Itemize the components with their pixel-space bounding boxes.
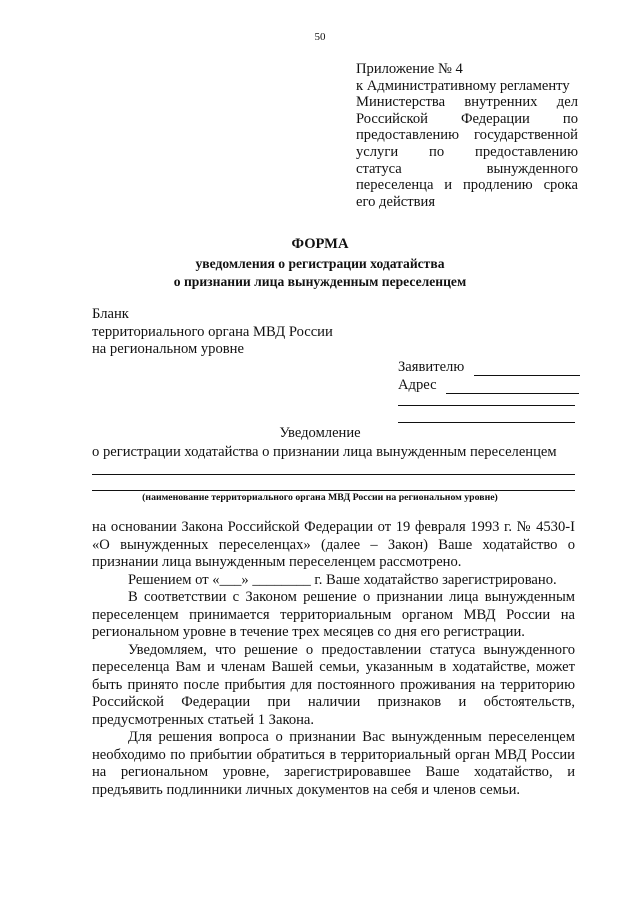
applicant-label: Заявителю — [398, 359, 465, 375]
body-paragraph: Решением от «___» ________ г. Ваше ходатайство зарегистрировано. — [128, 571, 557, 588]
form-subtitle-line2: о признании лица вынужденным переселенцем — [173, 274, 467, 289]
letterhead-blank — [92, 306, 333, 359]
form-subtitle-line1: уведомления о регистрации ходатайства — [195, 256, 445, 271]
appendix-line: Министерства внутренних дел — [356, 94, 578, 111]
appendix-line: его действия — [356, 193, 436, 210]
appendix-line: переселенца и продлению срока — [356, 177, 578, 194]
body-paragraph: Уведомляем, что решение о предоставлении статуса вынужденного переселенца Вам и членам Вашей семьи, указанным в ходатайстве, может быть принято после прибытия для постоянного проживания на территорию Российской Федерации при наличии признаков и обстоятельств, предусмотренных статьей 1 Закона. — [92, 641, 575, 728]
appendix-line: статуса вынужденного — [356, 160, 578, 177]
notice-title: Уведомление — [279, 425, 361, 441]
body-paragraph: Для решения вопроса о признании Вас вынужденным переселенцем необходимо по прибытии обратиться в территориальный орган МВД России на региональном уровне, зарегистрировавшее Ваше ходатайство, и предъявить подлинники личных документов на себя и членов семьи. — [92, 729, 575, 798]
address-label: Адрес — [398, 377, 437, 393]
organ-name-fill-line[interactable] — [92, 490, 575, 491]
address-fill-line[interactable] — [398, 422, 575, 423]
body-paragraph: на основании Закона Российской Федерации от 19 февраля 1993 г. № 4530-I «О вынужденных переселенцах» (далее – Закон) Ваше ходатайство о признании лица вынужденным переселенцем рассмотрено. — [92, 519, 575, 570]
form-title: ФОРМА — [291, 236, 349, 252]
appendix-line: Российской Федерации по — [356, 110, 578, 127]
address-row — [398, 377, 579, 394]
appendix-line: предоставлению государственной — [356, 127, 578, 144]
applicant-row — [398, 359, 580, 376]
letterhead-line: на региональном уровне — [92, 341, 244, 357]
letterhead-line: Бланк — [92, 306, 129, 322]
letterhead-line: территориального органа МВД России — [92, 323, 333, 340]
organ-name-fill-line[interactable] — [92, 474, 575, 475]
organ-name-caption: (наименование территориального органа МВД России на региональном уровне) — [142, 492, 498, 503]
applicant-fill-line[interactable] — [474, 361, 580, 376]
appendix-block — [356, 61, 578, 210]
notice-body — [92, 519, 575, 799]
address-fill-line[interactable] — [398, 405, 575, 406]
body-paragraph: В соответствии с Законом решение о признании лица вынужденным переселенцем принимается территориальным органом МВД России на региональном уровне в течение трех месяцев со дня его регистрации. — [92, 589, 575, 640]
appendix-line: Приложение № 4 — [356, 61, 463, 77]
notice-subtitle: о регистрации ходатайства о признании лица вынужденным переселенцем — [92, 444, 557, 460]
page-number: 50 — [314, 31, 326, 43]
appendix-line: услуги по предоставлению — [356, 143, 578, 160]
address-fill-line[interactable] — [446, 379, 579, 394]
appendix-line: к Административному регламенту — [356, 77, 570, 94]
